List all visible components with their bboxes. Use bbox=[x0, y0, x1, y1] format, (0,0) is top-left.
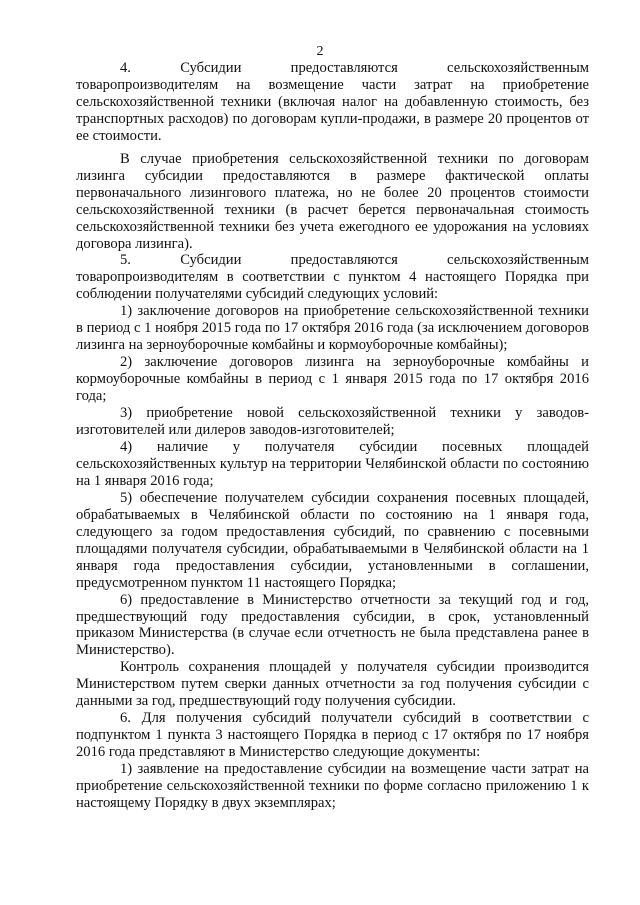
paragraph-control: Контроль сохранения площадей у получателя субсидии производится Министерством путем сверки данных отчетности за год получения субсидии с данными за год, предшествующий году получения субсидии. bbox=[76, 659, 589, 710]
paragraph-item-6: 6. Для получения субсидий получатели субсидий в соответствии с подпунктом 1 пункта 3 настоящего Порядка в период с 17 октября по 17 ноября 2016 года представляют в Министерство следующие документы: bbox=[76, 710, 589, 761]
condition-3: 3) приобретение новой сельскохозяйственной техники у заводов-изготовителей или дилеров заводов-изготовителей; bbox=[76, 405, 589, 439]
document-body bbox=[76, 60, 589, 812]
condition-2: 2) заключение договоров лизинга на зерноуборочные комбайны и кормоуборочные комбайны в период с 1 января 2015 года по 17 октября 2016 года; bbox=[76, 354, 589, 405]
condition-1: 1) заключение договоров на приобретение сельскохозяйственной техники в период с 1 ноября 2015 года по 17 октября 2016 года (за исключением договоров лизинга на зерноуборочные комбайны и кормоуборочные комбайны); bbox=[76, 303, 589, 354]
condition-5: 5) обеспечение получателем субсидии сохранения посевных площадей, обрабатываемых в Челябинской области по состоянию на 1 января года, следующего за годом предоставления субсидий, по сравнению с посевными площадями получателя субсидии, обрабатываемыми в Челябинской области на 1 января года предоставления субсидии, установленными в соглашении, предусмотренном пунктом 11 настоящего Порядка; bbox=[76, 489, 589, 591]
page-number: 2 bbox=[316, 44, 324, 59]
paragraph-item-4: 4. Субсидии предоставляются сельскохозяйственным товаропроизводителям на возмещение части затрат на приобретение сельскохозяйственной техники (включая налог на добавленную стоимость, без транспортных расходов) по договорам купли-продажи, в размере 20 процентов от ее стоимости. bbox=[76, 60, 589, 144]
condition-4: 4) наличие у получателя субсидии посевных площадей сельскохозяйственных культур на территории Челябинской области по состоянию на 1 января 2016 года; bbox=[76, 438, 589, 489]
condition-6: 6) предоставление в Министерство отчетности за текущий год и год, предшествующий году предоставления субсидии, в срок, установленный приказом Министерства (в случае если отчетность не была представлена ранее в Министерство). bbox=[76, 591, 589, 659]
paragraph-leasing: В случае приобретения сельскохозяйственной техники по договорам лизинга субсидии предоставляются в размере фактической оплаты первоначального лизингового платежа, но не более 20 процентов стоимости сельскохозяйственной техники (в расчет берется первоначальная стоимость сельскохозяйственной техники без учета ежегодного ее удорожания на условиях договора лизинга). bbox=[76, 150, 589, 252]
paragraph-item-5: 5. Субсидии предоставляются сельскохозяйственным товаропроизводителям в соответствии с пунктом 4 настоящего Порядка при соблюдении получателями субсидий следующих условий: bbox=[76, 252, 589, 303]
document-requirement-1: 1) заявление на предоставление субсидии на возмещение части затрат на приобретение сельскохозяйственной техники по форме согласно приложению 1 к настоящему Порядку в двух экземплярах; bbox=[76, 761, 589, 811]
